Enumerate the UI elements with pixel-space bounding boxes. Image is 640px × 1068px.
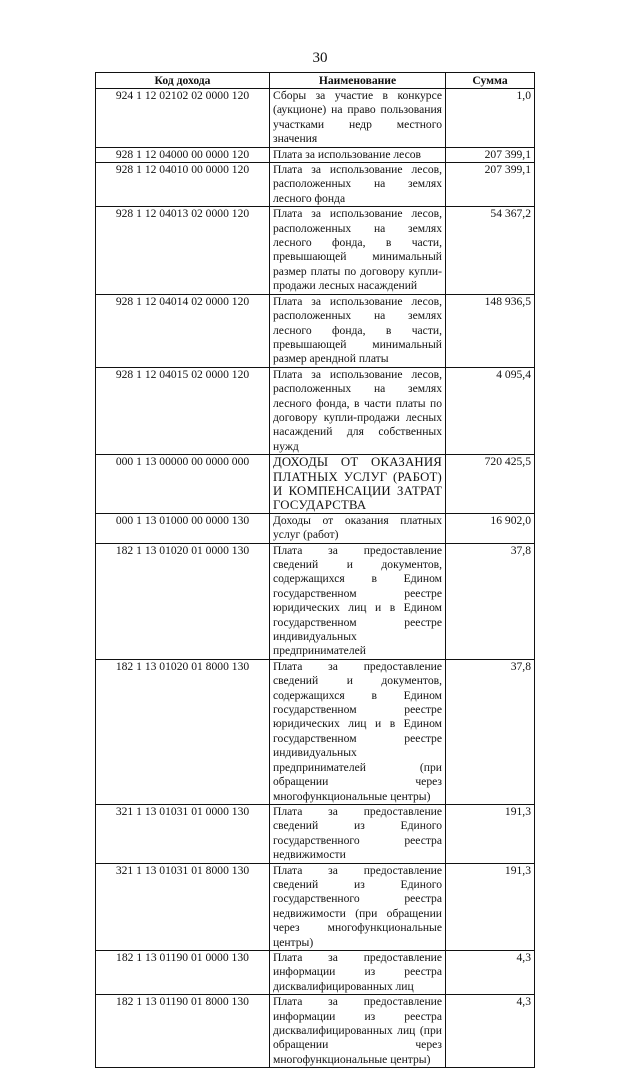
header-sum: Сумма [446, 73, 535, 89]
table-header [96, 73, 535, 89]
table-row [96, 950, 535, 994]
revenue-code: 928 1 12 04014 02 0000 120 [96, 294, 270, 367]
revenue-code: 000 1 13 00000 00 0000 000 [96, 455, 270, 514]
table-row [96, 543, 535, 659]
table-row [96, 863, 535, 950]
table-row [96, 207, 535, 294]
revenue-code: 321 1 13 01031 01 0000 130 [96, 804, 270, 863]
revenue-name: Плата за предоставление сведений и документов, содержащихся в Едином государственном реестре юридических лиц и в Едином государственном реестре индивидуальных предпринимателей [270, 543, 446, 659]
revenue-code: 928 1 12 04013 02 0000 120 [96, 207, 270, 294]
table-row [96, 455, 535, 514]
header-name: Наименование [270, 73, 446, 89]
revenue-name: Плата за использование лесов, расположенных на землях лесного фонда [270, 163, 446, 207]
table-row [96, 804, 535, 863]
revenue-name: Плата за предоставление информации из реестра дисквалифицированных лиц (при обращении через многофункциональные центры) [270, 995, 446, 1068]
revenue-name: Плата за предоставление информации из реестра дисквалифицированных лиц [270, 950, 446, 994]
revenue-sum: 4,3 [446, 995, 535, 1068]
revenue-sum: 1,0 [446, 89, 535, 148]
table-row [96, 659, 535, 804]
revenue-code: 924 1 12 02102 02 0000 120 [96, 89, 270, 148]
revenue-code: 182 1 13 01020 01 8000 130 [96, 659, 270, 804]
revenue-name: Плата за использование лесов, расположенных на землях лесного фонда, в части, превышающей минимальный размер арендной платы [270, 294, 446, 367]
table-row [96, 147, 535, 162]
revenue-code: 182 1 13 01190 01 0000 130 [96, 950, 270, 994]
revenue-code: 928 1 12 04000 00 0000 120 [96, 147, 270, 162]
revenue-name: Плата за использование лесов, расположенных на землях лесного фонда, в части платы по договору купли-продажи лесных насаждений для собственных нужд [270, 367, 446, 454]
revenue-name: Плата за предоставление сведений и документов, содержащихся в Едином государственном реестре юридических лиц и в Едином государственном реестре индивидуальных предпринимателей (при обращении через многофункциональные центры) [270, 659, 446, 804]
revenue-sum: 4 095,4 [446, 367, 535, 454]
revenue-sum: 4,3 [446, 950, 535, 994]
table-row [96, 294, 535, 367]
revenue-sum: 191,3 [446, 804, 535, 863]
revenue-name: Доходы от оказания платных услуг (работ) [270, 513, 446, 543]
revenue-sum: 207 399,1 [446, 147, 535, 162]
revenue-code: 321 1 13 01031 01 8000 130 [96, 863, 270, 950]
revenue-code: 182 1 13 01020 01 0000 130 [96, 543, 270, 659]
revenue-name: Плата за предоставление сведений из Единого государственного реестра недвижимости [270, 804, 446, 863]
header-code: Код дохода [96, 73, 270, 89]
revenue-name: Плата за предоставление сведений из Единого государственного реестра недвижимости (при обращении через многофункциональные центры) [270, 863, 446, 950]
table-row [96, 89, 535, 148]
revenue-name: Плата за использование лесов, расположенных на землях лесного фонда, в части, превышающей минимальный размер платы по договору купли-продажи лесных насаждений [270, 207, 446, 294]
revenue-sum: 54 367,2 [446, 207, 535, 294]
table-row [96, 163, 535, 207]
page-number: 30 [312, 50, 328, 66]
revenue-code: 182 1 13 01190 01 8000 130 [96, 995, 270, 1068]
table-row [96, 367, 535, 454]
revenue-sum: 148 936,5 [446, 294, 535, 367]
revenue-name: Плата за использование лесов [270, 147, 446, 162]
revenue-sum: 207 399,1 [446, 163, 535, 207]
revenue-code: 928 1 12 04010 00 0000 120 [96, 163, 270, 207]
revenue-sum: 191,3 [446, 863, 535, 950]
revenue-code: 000 1 13 01000 00 0000 130 [96, 513, 270, 543]
table-row [96, 995, 535, 1068]
revenue-code: 928 1 12 04015 02 0000 120 [96, 367, 270, 454]
revenue-sum: 720 425,5 [446, 455, 535, 514]
revenue-sum: 37,8 [446, 659, 535, 804]
revenue-name: Сборы за участие в конкурсе (аукционе) на право пользования участками недр местного значения [270, 89, 446, 148]
revenue-sum: 37,8 [446, 543, 535, 659]
revenue-name: ДОХОДЫ ОТ ОКАЗАНИЯ ПЛАТНЫХ УСЛУГ (РАБОТ) И КОМПЕНСАЦИИ ЗАТРАТ ГОСУДАРСТВА [270, 455, 446, 514]
table-row [96, 513, 535, 543]
revenue-table [95, 72, 535, 1068]
revenue-sum: 16 902,0 [446, 513, 535, 543]
